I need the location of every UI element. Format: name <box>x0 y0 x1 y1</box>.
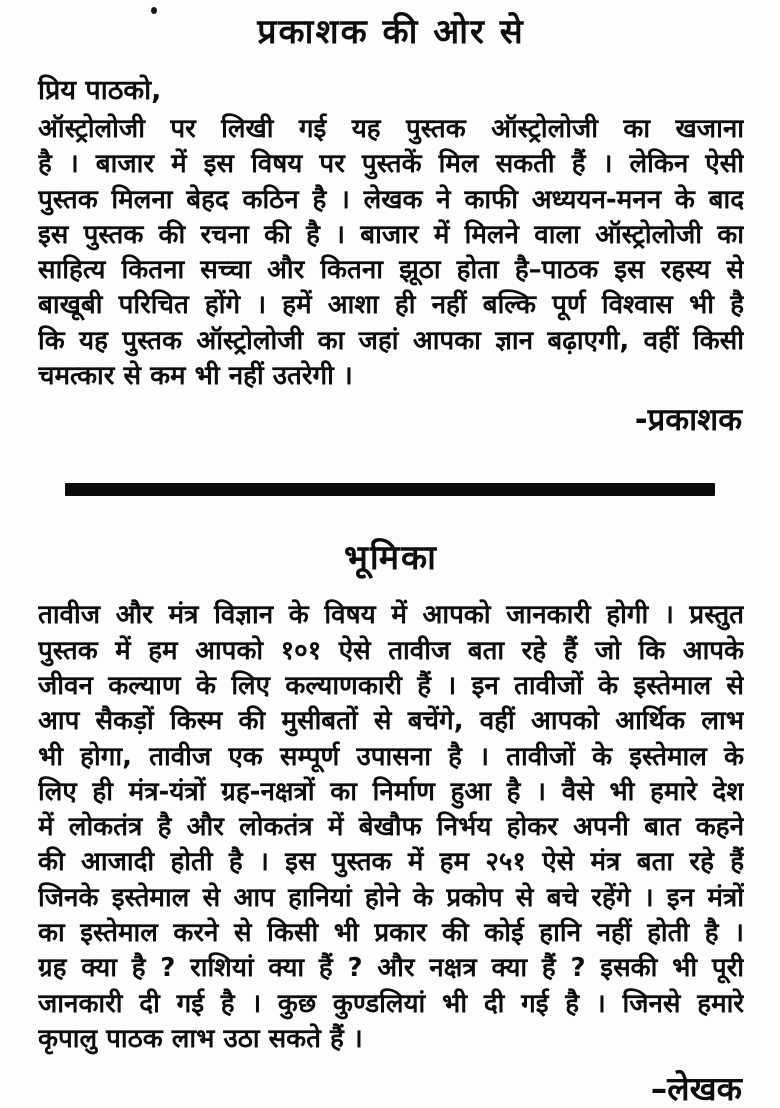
text-line: लिए ही मंत्र-यंत्रों ग्रह-नक्षत्रों का निर्माण हुआ है । वैसे भी हमारे देश <box>38 776 744 807</box>
text-line: कि यह पुस्तक ऑस्ट्रोलोजी का जहां आपका ज्ञान बढ़ाएगी, वहीं किसी <box>38 325 744 356</box>
publisher-section <box>38 10 744 438</box>
preface-section <box>38 536 744 1107</box>
text-line: ऑस्ट्रोलोजी पर लिखी गई यह पुस्तक ऑस्ट्रोलोजी का खजाना <box>38 114 744 144</box>
text-line: कृपालु पाठक लाभ उठा सकते हैं । <box>38 1023 363 1054</box>
text-line: इस पुस्तक की रचना की है । बाजार में मिलने वाला ऑस्ट्रोलोजी का <box>38 219 744 250</box>
publisher-section-title: प्रकाशक की ओर से <box>257 12 525 52</box>
text-line: का इस्तेमाल करने से किसी भी प्रकार की कोई हानि नहीं होती है । <box>38 918 744 949</box>
preface-section-title: भूमिका <box>344 538 438 579</box>
ink-speck <box>151 7 157 14</box>
publisher-paragraph <box>38 112 744 394</box>
text-line: ग्रह क्या है ? राशियां क्या हैं ? और नक्षत्र क्या हैं ? इसकी भी पूरी <box>38 953 744 984</box>
text-line: जिनके इस्तेमाल से आप हानियां होने के प्रकोप से बचे रहेंगे । इन मंत्रों <box>38 882 744 913</box>
text-line: जीवन कल्याण के लिए कल्याणकारी हैं । इन तावीजों के इस्तेमाल से <box>38 670 744 701</box>
text-line: है । बाजार में इस विषय पर पुस्तकें मिल सकती हैं । लेकिन ऐसी <box>38 149 744 180</box>
text-line: आप सैकड़ों किस्म की मुसीबतों से बचेंगे, वहीं आपको आर्थिक लाभ <box>38 706 744 737</box>
text-line: जानकारी दी गई है । कुछ कुण्डलियां भी दी गई है । जिनसे हमारे <box>38 988 744 1019</box>
preface-paragraph <box>38 598 744 1057</box>
salutation: प्रिय पाठको, <box>38 75 162 106</box>
author-signature: –लेखक <box>650 1069 742 1108</box>
publisher-signature: -प्रकाशक <box>634 402 742 439</box>
text-line: भी होगा, तावीज एक सम्पूर्ण उपासना है । तावीजों के इस्तेमाल के <box>38 741 744 772</box>
text-line: तावीज और मंत्र विज्ञान के विषय में आपको जानकारी होगी । प्रस्तुत <box>38 600 744 631</box>
text-line: पुस्तक में हम आपको १०१ ऐसे तावीज बता रहे हैं जो कि आपके <box>38 635 744 666</box>
text-line: साहित्य कितना सच्चा और कितना झूठा होता है–पाठक इस रहस्य से <box>38 255 744 286</box>
text-line: पुस्तक मिलना बेहद कठिन है । लेखक ने काफी अध्ययन-मनन के बाद <box>38 184 744 215</box>
text-line: चमत्कार से कम भी नहीं उतरेगी । <box>38 361 353 392</box>
text-line: की आजादी होती है । इस पुस्तक में हम २५१ ऐसे मंत्र बता रहे हैं <box>38 847 744 878</box>
section-divider-rule <box>65 483 715 496</box>
text-line: बाखूबी परिचित होंगे । हमें आशा ही नहीं बल्कि पूर्ण विश्वास भी है <box>38 290 744 321</box>
text-line: में लोकतंत्र है और लोकतंत्र में बेखौफ निर्भय होकर अपनी बात कहने <box>38 812 744 843</box>
